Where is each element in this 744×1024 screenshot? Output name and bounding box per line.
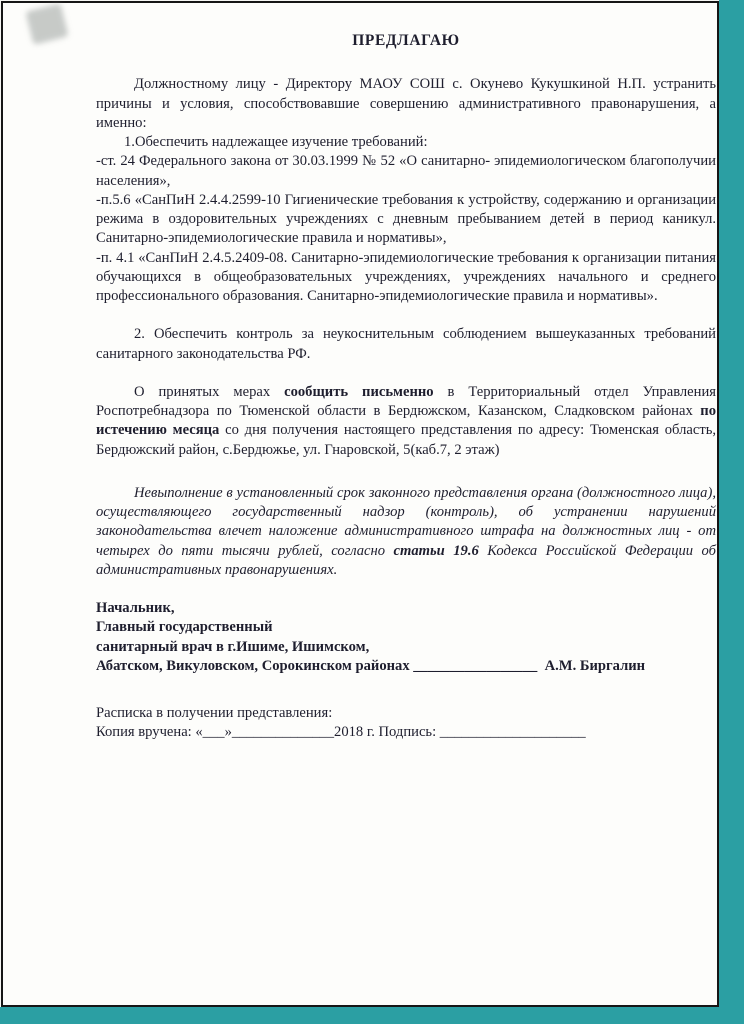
signature-block <box>96 599 716 676</box>
scan-corner-artifact <box>25 3 68 45</box>
report-paragraph <box>96 383 716 460</box>
report-text: О принятых мерах <box>134 383 285 400</box>
document-page <box>1 1 719 1007</box>
report-text: со дня получения настоящего представления по адресу: Тюменская область, Бердюжский район, с.Бердюжье, ул. Гнаровской, 5(каб.7, 2 этаж) <box>96 422 716 458</box>
receipt-copy-line: Копия вручена: «___»______________2018 г. Подпись: ____________________ <box>96 724 586 741</box>
document-title: ПРЕДЛАГАЮ <box>352 32 460 49</box>
requirement-item: -п. 4.1 «СанПиН 2.4.5.2409-08. Санитарно-эпидемиологические требования к организации питания обучающихся в общеобразовательных учреждениях, учреждениях начального и среднего профессионального образования. Санитарно-эпидемиологические правила и нормативы». <box>96 249 716 305</box>
document-content <box>96 31 716 743</box>
control-paragraph: 2. Обеспечить контроль за неукоснительным соблюдением вышеуказанных требований санитарного законодательства РФ. <box>96 326 716 362</box>
signature-line-name: Абатском, Викуловском, Сорокинском районах _________________ А.М. Биргалин <box>96 657 646 674</box>
scanner-background-right <box>719 0 744 1024</box>
signature-line-position: санитарный врач в г.Ишиме, Ишимском, <box>96 638 370 655</box>
receipt-block <box>96 704 716 743</box>
warning-bold-text: статьи 19.6 <box>393 542 479 559</box>
signature-line-position: Главный государственный <box>96 619 273 636</box>
scanner-background-bottom <box>0 1007 744 1024</box>
warning-paragraph <box>96 484 716 580</box>
report-bold-text: сообщить письменно <box>284 383 434 400</box>
requirement-item: -п.5.6 «СанПиН 2.4.4.2599-10 Гигиенические требования к устройству, содержанию и организации режима в оздоровительных учреждениях с дневным пребыванием детей в период каникул. Санитарно-эпидемиологические правила и нормативы», <box>96 191 716 247</box>
warning-text: Кодекса Российской Федерации об административных правонарушениях. <box>96 542 717 578</box>
signature-line-position: Начальник, <box>96 600 175 617</box>
intro-paragraph: Должностному лицу - Директору МАОУ СОШ с. Окунево Кукушкиной Н.П. устранить причины и условия, способствовавшие совершению административного правонарушения, а именно: <box>96 76 716 131</box>
requirements-heading: 1.Обеспечить надлежащее изучение требований: <box>124 134 428 151</box>
receipt-heading: Расписка в получении представления: <box>96 705 333 722</box>
report-text: в Территориальный отдел Управления Роспотребнадзора по Тюменской области в Бердюжском, Казанском, Сладковском районах <box>96 383 716 420</box>
warning-text: Невыполнение в установленный срок законного представления органа (должностного лица), осуществляющего государственный надзор (контроль), об устранении нарушений законодательства влечет наложение административного штрафа на должностных лиц - от четырех до пяти тысячи рублей, согласно <box>96 484 716 559</box>
requirement-item: -ст. 24 Федерального закона от 30.03.1999 № 52 «О санитарно- эпидемиологическом благополучии населения», <box>96 153 716 189</box>
report-bold-text: по истечению месяца <box>96 403 716 439</box>
